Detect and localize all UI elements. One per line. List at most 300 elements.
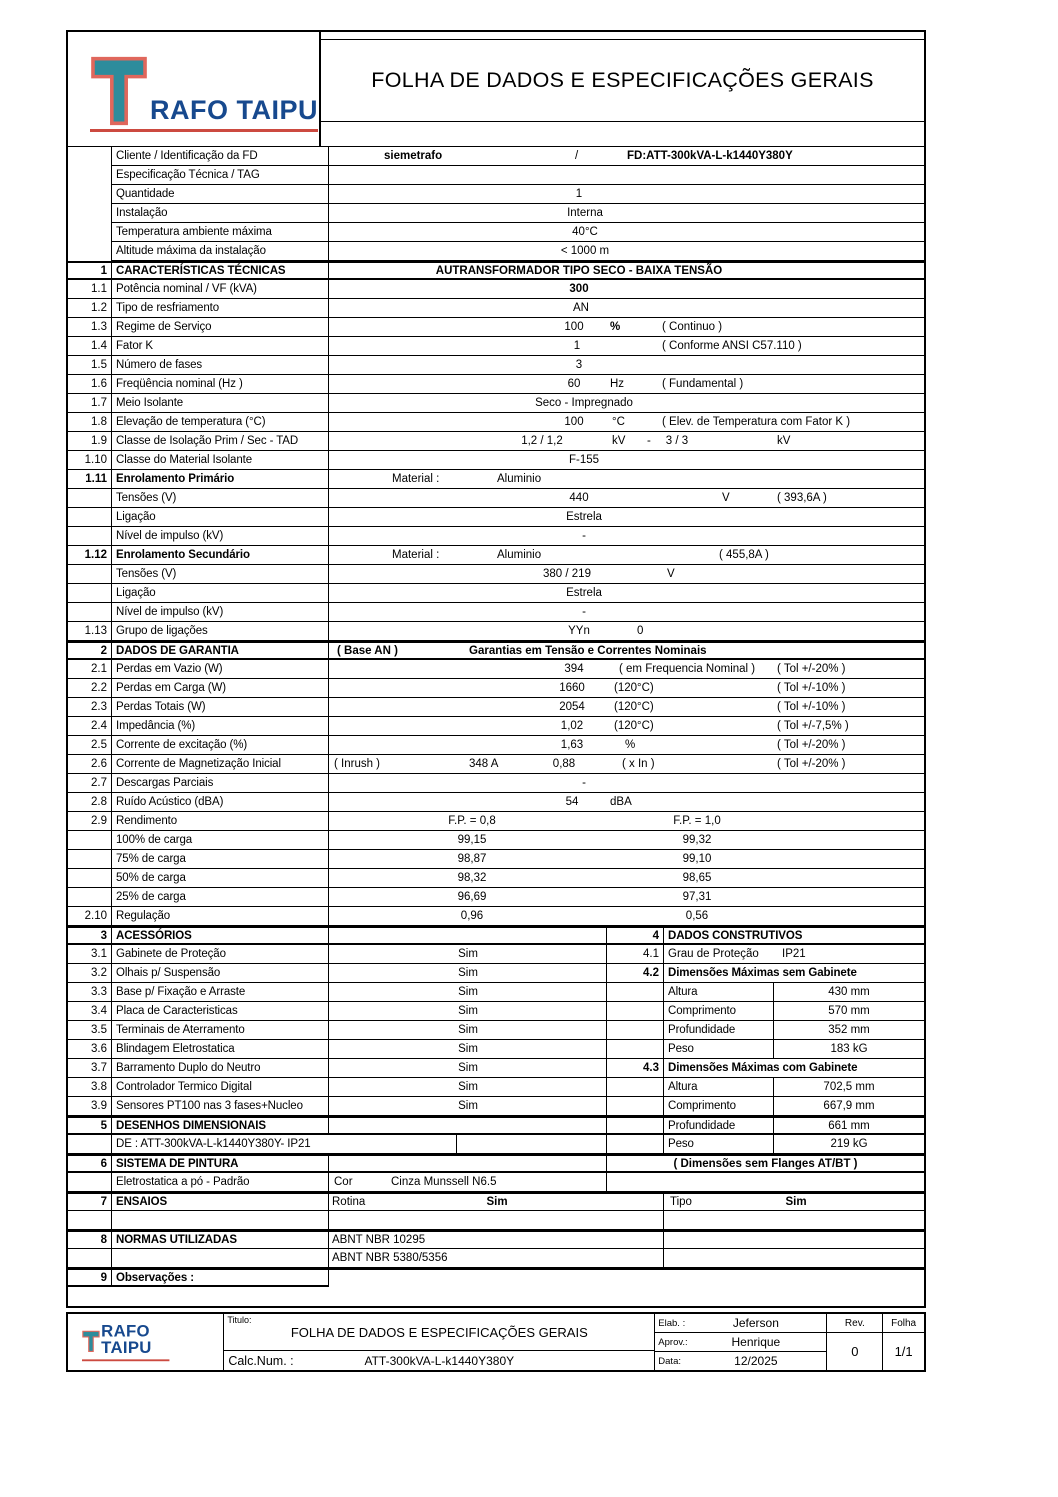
row-label: DADOS DE GARANTIA (112, 641, 329, 660)
cell-value: Estrela (566, 587, 602, 599)
folha-label: Folha (883, 1314, 924, 1333)
row-label: 25% de carga (112, 888, 329, 907)
row-value (329, 375, 924, 394)
row-number: 1.1 (68, 280, 112, 299)
row-label: Classe de Isolação Prim / Sec - TAD (112, 432, 329, 451)
logo-text: RAFO TAIPU (101, 1321, 152, 1357)
row-label: ACESSÓRIOS (112, 926, 329, 945)
row-label: Fator K (112, 337, 329, 356)
logo-underline (82, 1359, 170, 1361)
row-number: 2.3 (68, 698, 112, 717)
cell-value: IP21 (782, 948, 806, 960)
row-number (68, 869, 112, 888)
cell-value: ( Tol +/-20% ) (777, 758, 846, 770)
cell-value: dBA (610, 796, 632, 808)
row-label: Enrolamento Secundário (112, 546, 329, 565)
row-number: 2 (68, 641, 112, 660)
cell-value: 100 (564, 321, 584, 333)
cell-value: 1 (573, 340, 581, 352)
row-value (329, 508, 924, 527)
cell-value: - (647, 435, 651, 447)
row-number (68, 527, 112, 546)
cell-value: 100 (564, 416, 584, 428)
table-row (68, 546, 924, 565)
row-number (68, 242, 112, 261)
cell-value: 1 (575, 188, 583, 200)
row-number: 5 (68, 1116, 112, 1135)
row-label: Blindagem Eletrostatica (112, 1040, 329, 1059)
row-value (329, 1059, 607, 1078)
row-value (329, 261, 924, 280)
row-value (329, 1230, 664, 1249)
cell-value: Garantias em Tensão e Correntes Nominais (469, 644, 707, 657)
table-row (68, 831, 924, 850)
row-number (68, 166, 112, 185)
cell-value: V (667, 568, 675, 580)
row-value (329, 1002, 607, 1021)
table-row (68, 1135, 924, 1154)
cell-value: F.P. = 1,0 (673, 815, 721, 827)
row-number: 3.5 (68, 1021, 112, 1040)
data-label: Data: (658, 1355, 681, 1367)
table-row (68, 1154, 924, 1173)
row-value (329, 717, 924, 736)
cell-value: 98,65 (682, 872, 712, 884)
row-label: Comprimento (664, 1097, 774, 1116)
row-number: 1.5 (68, 356, 112, 375)
cell-value: ( Elev. de Temperatura com Fator K ) (662, 416, 851, 428)
table-row (68, 375, 924, 394)
row-number: 1 (68, 261, 112, 280)
folha-value: 1/1 (894, 1344, 913, 1359)
cell-value: 440 (569, 492, 589, 504)
cell-value: FD:ATT-300kVA-L-k1440Y380Y (627, 150, 793, 162)
logo-t-icon (82, 1325, 100, 1357)
row-label (112, 1211, 329, 1230)
cell-value: ( Inrush ) (334, 758, 381, 770)
row-number: 1.7 (68, 394, 112, 413)
table-row (68, 242, 924, 261)
row-label: Gabinete de Proteção (112, 945, 329, 964)
footer-title: FOLHA DE DADOS E ESPECIFICAÇÕES GERAIS (290, 1324, 588, 1340)
aprov-value: Henrique (731, 1335, 781, 1349)
cell-value: 1660 (559, 682, 585, 694)
table-row (68, 641, 924, 660)
table-row (68, 945, 924, 964)
row-number: 3.2 (68, 964, 112, 983)
row-value (329, 394, 924, 413)
row-label: Perdas Totais (W) (112, 698, 329, 717)
row-value (329, 983, 607, 1002)
table-row (68, 318, 924, 337)
cell-value: siemetrafo (384, 150, 443, 162)
row-number: 1.12 (68, 546, 112, 565)
calc-num-label: Calc.Num. : (228, 1353, 294, 1368)
table-row (68, 223, 924, 242)
table-row (68, 603, 924, 622)
table-row (68, 432, 924, 451)
cell-value: 394 (564, 663, 584, 675)
row-value (329, 888, 924, 907)
table-row (68, 926, 924, 945)
row-label: ENSAIOS (112, 1192, 329, 1211)
table-row (68, 1116, 924, 1135)
cell-value: Sim (785, 1196, 807, 1208)
cell-value: 99,32 (682, 834, 712, 846)
row-number (68, 147, 112, 166)
elab-label: Elab. : (658, 1317, 686, 1329)
cell-value: Sim (458, 948, 478, 960)
table-row (68, 1021, 924, 1040)
row-value (329, 964, 607, 983)
cell-value: ( Tol +/-10% ) (777, 701, 846, 713)
table-row (68, 451, 924, 470)
cell-value: Aluminio (497, 473, 542, 485)
cell-value: 300 (569, 283, 589, 295)
row-value (329, 432, 924, 451)
cell-value: YYn (568, 625, 590, 637)
row-value (329, 1097, 607, 1116)
titulo-label: Titulo: (227, 1315, 252, 1325)
calc-num-value: ATT-300kVA-L-k1440Y380Y (364, 1353, 515, 1368)
row-label: Impedância (%) (112, 717, 329, 736)
table-row (68, 166, 924, 185)
table-row (68, 717, 924, 736)
table-row (68, 413, 924, 432)
row-label: Dimensões Máximas sem Gabinete (664, 964, 924, 983)
row-label: Peso (664, 1040, 774, 1059)
row-label: Eletrostatica a pó - Padrão (112, 1173, 329, 1192)
row-number: 2.9 (68, 812, 112, 831)
trafo-taipu-logo (90, 56, 318, 132)
row-value (329, 1116, 607, 1135)
cell-value: ABNT NBR 5380/5356 (332, 1252, 448, 1264)
table-row (68, 793, 924, 812)
table-row (68, 565, 924, 584)
row-value (329, 641, 924, 660)
table-row (68, 508, 924, 527)
row-label: Nível de impulso (kV) (112, 527, 329, 546)
row-number (68, 1135, 112, 1154)
table-row (68, 470, 924, 489)
row-value (329, 299, 924, 318)
cell-value: Sim (458, 1081, 478, 1093)
row-label: Corrente de excitação (%) (112, 736, 329, 755)
logo-underline (90, 129, 318, 132)
cell-value: Cor (334, 1176, 353, 1188)
row-value (664, 945, 924, 964)
table-row (68, 888, 924, 907)
row-value (329, 736, 924, 755)
row-label: Base p/ Fixação e Arraste (112, 983, 329, 1002)
row-value (329, 318, 924, 337)
row-label: Sensores PT100 nas 3 fases+Nucleo (112, 1097, 329, 1116)
row-number: 1.6 (68, 375, 112, 394)
cell-value: 2054 (559, 701, 585, 713)
table-row (68, 1097, 924, 1116)
cell-value: V (722, 492, 730, 504)
row-number: 1.9 (68, 432, 112, 451)
datasheet (66, 30, 926, 1308)
row-number: 3 (68, 926, 112, 945)
row-value (329, 242, 924, 261)
cell-value: ( 393,6A ) (777, 492, 827, 504)
row-value (329, 660, 924, 679)
row-value (329, 907, 924, 926)
cell-value: Grau de Proteção (668, 948, 759, 960)
table-row (68, 1249, 924, 1268)
cell-value: 99,15 (457, 834, 487, 846)
row-label: Perdas em Carga (W) (112, 679, 329, 698)
row-value (664, 1192, 924, 1211)
row-value (329, 926, 607, 945)
row-value (329, 831, 924, 850)
row-label: Controlador Termico Digital (112, 1078, 329, 1097)
cell-value: ( Tol +/-7,5% ) (777, 720, 849, 732)
table-row (68, 1211, 924, 1230)
row-number: 2.4 (68, 717, 112, 736)
row-number (68, 850, 112, 869)
footer-title-cell (224, 1314, 655, 1370)
cell-value: 0,56 (685, 910, 709, 922)
row-label: Tensões (V) (112, 565, 329, 584)
data-value: 12/2025 (734, 1354, 778, 1368)
title-block (66, 1312, 926, 1372)
row-label: Comprimento (664, 1002, 774, 1021)
row-label: Elevação de temperatura (°C) (112, 413, 329, 432)
cell-value: ( Conforme ANSI C57.110 ) (662, 340, 802, 352)
cell-value: 3 (575, 359, 583, 371)
row-number (68, 508, 112, 527)
row-label: Temperatura ambiente máxima (112, 223, 329, 242)
row-value (329, 470, 924, 489)
cell-value: Material : (392, 549, 440, 561)
row-number: 3.9 (68, 1097, 112, 1116)
row-value (329, 565, 924, 584)
row-number (68, 204, 112, 223)
table-row (68, 489, 924, 508)
cell-value: Sim (458, 986, 478, 998)
cell-value: 98,87 (457, 853, 487, 865)
row-value (329, 1021, 607, 1040)
row-label: Profundidade (664, 1116, 774, 1135)
row-number (68, 565, 112, 584)
row-label: Ruído Acústico (dBA) (112, 793, 329, 812)
logo-text: RAFO TAIPU (150, 95, 318, 125)
table-row (68, 299, 924, 318)
cell-value: F-155 (568, 454, 600, 466)
row-label: Descargas Parciais (112, 774, 329, 793)
table-row (68, 850, 924, 869)
cell-value: ( x In ) (622, 758, 655, 770)
row-value (329, 1173, 607, 1192)
row-label: 100% de carga (112, 831, 329, 850)
row-number: 8 (68, 1230, 112, 1249)
table-row (68, 907, 924, 926)
cell-value: 99,10 (682, 853, 712, 865)
row-label: Cliente / Identificação da FD (112, 147, 329, 166)
row-label: Quantidade (112, 185, 329, 204)
table-row (68, 1078, 924, 1097)
rev-value: 0 (851, 1344, 859, 1359)
row-label: Olhais p/ Suspensão (112, 964, 329, 983)
trafo-taipu-logo-small (82, 1323, 170, 1361)
row-value (329, 185, 924, 204)
cell-value: % (625, 739, 636, 751)
row-number: 1.4 (68, 337, 112, 356)
row-value (329, 546, 924, 565)
row-value (329, 356, 924, 375)
row-label: Perdas em Vazio (W) (112, 660, 329, 679)
row-value (329, 945, 607, 964)
title-strip (321, 122, 924, 146)
table-row (68, 337, 924, 356)
row-value (329, 1040, 607, 1059)
row-number (68, 223, 112, 242)
table-row (68, 1040, 924, 1059)
cell-value: < 1000 m (560, 245, 610, 257)
cell-value: AUTRANSFORMADOR TIPO SECO - BAIXA TENSÃO (435, 264, 723, 277)
row-value (329, 774, 924, 793)
row-number: 4.2 (607, 964, 664, 983)
row-value (329, 622, 924, 641)
row-number: 2.5 (68, 736, 112, 755)
table-row (68, 622, 924, 641)
row-value (329, 1249, 664, 1268)
aprov-label: Aprov.: (658, 1336, 688, 1348)
row-value (329, 793, 924, 812)
logo-cell (68, 32, 321, 146)
row-number (68, 888, 112, 907)
row-value (607, 1173, 924, 1192)
sheet-header (68, 32, 924, 147)
row-value (329, 812, 924, 831)
cell-value: Seco - Impregnado (535, 397, 633, 409)
row-value (329, 850, 924, 869)
row-label: Enrolamento Primário (112, 470, 329, 489)
row-value (329, 1192, 664, 1211)
cell-value: F.P. = 0,8 (448, 815, 496, 827)
row-number: 3.7 (68, 1059, 112, 1078)
row-label (112, 1249, 329, 1268)
cell-value: 348 A (469, 758, 499, 770)
row-number: 2.1 (68, 660, 112, 679)
row-value: ( Dimensões sem Flanges AT/BT ) (607, 1154, 924, 1173)
cell-value: 40°C (572, 226, 598, 238)
row-value (329, 1154, 607, 1173)
row-value (664, 1249, 924, 1268)
cell-value: - (582, 606, 586, 618)
row-number: 2.7 (68, 774, 112, 793)
row-label: Nível de impulso (kV) (112, 603, 329, 622)
row-value (329, 337, 924, 356)
cell-value: 1,02 (560, 720, 584, 732)
row-label: Número de fases (112, 356, 329, 375)
row-label: Corrente de Magnetização Inicial (112, 755, 329, 774)
cell-value: 0,96 (460, 910, 484, 922)
table-row (68, 356, 924, 375)
cell-value: ( 455,8A ) (719, 549, 769, 561)
row-value: 430 mm (774, 983, 924, 1002)
row-number: 4 (607, 926, 664, 945)
cell-value: ABNT NBR 10295 (332, 1234, 426, 1246)
cell-value: Rotina (332, 1196, 366, 1208)
row-label: DADOS CONSTRUTIVOS (664, 926, 924, 945)
row-value (664, 1211, 924, 1230)
cell-value: Sim (458, 1005, 478, 1017)
logo-t-icon (90, 56, 148, 126)
row-number: 1.11 (68, 470, 112, 489)
row-number: 3.3 (68, 983, 112, 1002)
cell-value: (120°C) (614, 720, 654, 732)
row-number: 3.6 (68, 1040, 112, 1059)
row-number (68, 603, 112, 622)
row-label: 75% de carga (112, 850, 329, 869)
row-value (329, 679, 924, 698)
cell-value: 380 / 219 (543, 568, 591, 580)
row-label: Altura (664, 983, 774, 1002)
row-value (329, 204, 924, 223)
row-number: 1.10 (68, 451, 112, 470)
row-value: 570 mm (774, 1002, 924, 1021)
row-value (329, 413, 924, 432)
cell-value: kV (777, 435, 791, 447)
cell-value: 3 / 3 (665, 435, 689, 447)
row-number: 3.1 (68, 945, 112, 964)
cell-value: 97,31 (682, 891, 712, 903)
row-number: 2.2 (68, 679, 112, 698)
row-label: 50% de carga (112, 869, 329, 888)
row-number: 3.8 (68, 1078, 112, 1097)
table-row (68, 698, 924, 717)
row-number (68, 1173, 112, 1192)
cell-value: kV (612, 435, 626, 447)
page-title: FOLHA DE DADOS E ESPECIFICAÇÕES GERAIS (321, 39, 924, 122)
row-number: 3.4 (68, 1002, 112, 1021)
row-label: Freqüência nominal (Hz ) (112, 375, 329, 394)
row-value (329, 1078, 607, 1097)
row-value (329, 451, 924, 470)
row-number (68, 831, 112, 850)
table-row (68, 736, 924, 755)
row-value (329, 280, 924, 299)
row-number: 1.3 (68, 318, 112, 337)
row-label: SISTEMA DE PINTURA (112, 1154, 329, 1173)
table-row (68, 280, 924, 299)
row-number: 6 (68, 1154, 112, 1173)
row-number: 9 (68, 1268, 112, 1287)
row-number: 1.13 (68, 622, 112, 641)
cell-value: Tipo (670, 1196, 692, 1208)
cell-value: 1,2 / 1,2 (521, 435, 563, 447)
cell-value: Sim (458, 1024, 478, 1036)
table-row (68, 774, 924, 793)
row-value (329, 755, 924, 774)
table-row (68, 812, 924, 831)
row-value (329, 603, 924, 622)
cell-value: Material : (392, 473, 440, 485)
footer-logo-cell (68, 1314, 224, 1370)
cell-value: Interna (567, 207, 603, 219)
table-row (68, 983, 924, 1002)
cell-value: 1,63 (560, 739, 584, 751)
cell-value: % (610, 321, 621, 333)
table-row (68, 869, 924, 888)
cell-value: 60 (567, 378, 581, 390)
cell-value: ( Continuo ) (662, 321, 723, 333)
row-value (329, 869, 924, 888)
cell-value: (120°C) (614, 682, 654, 694)
